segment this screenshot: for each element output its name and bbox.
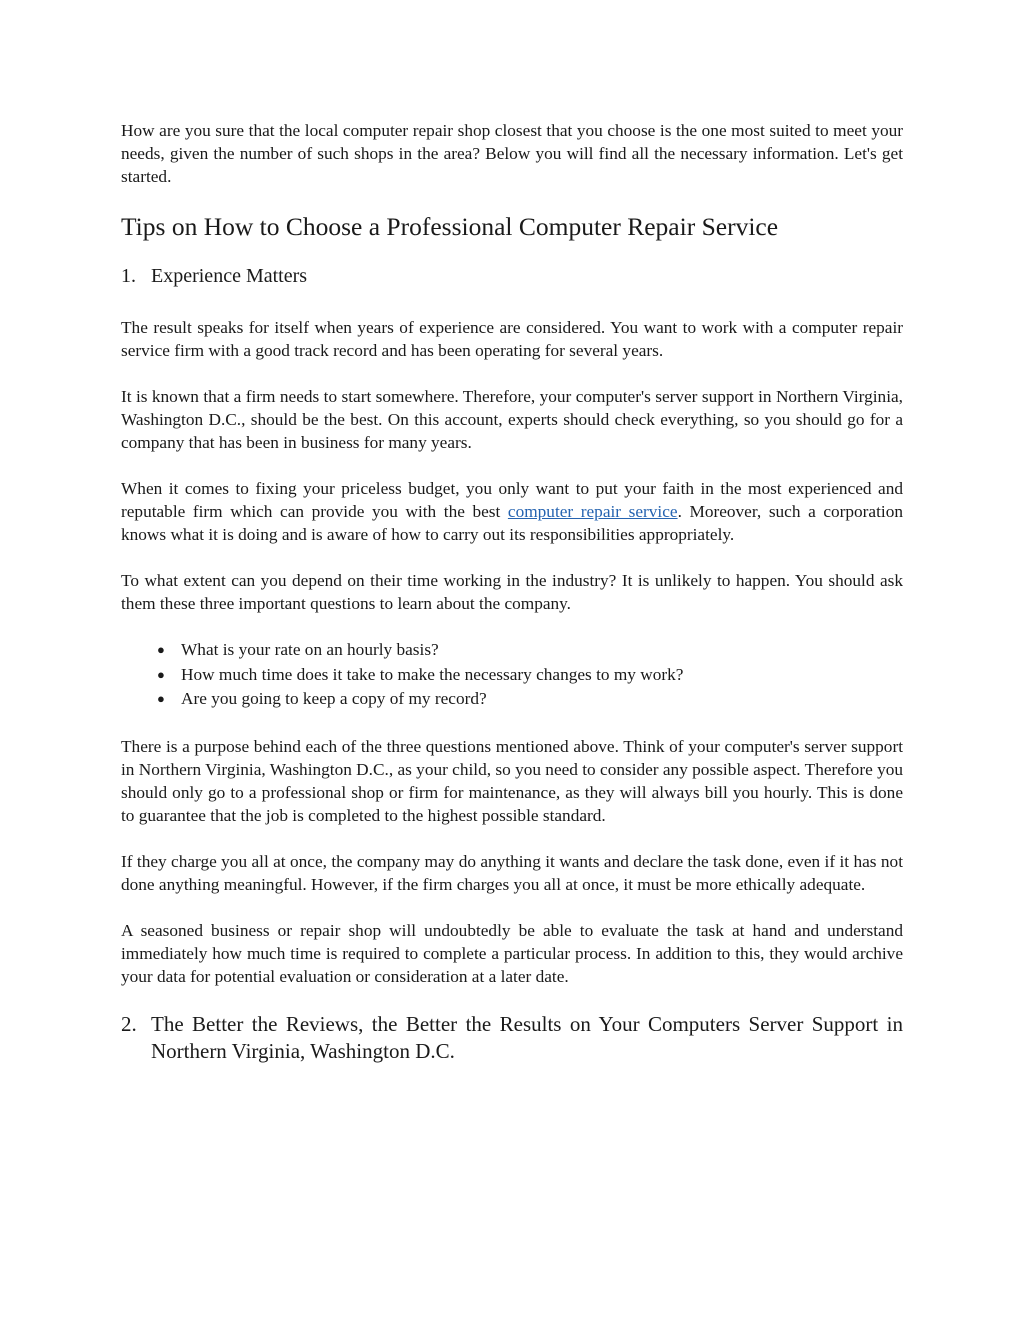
computer-repair-service-link[interactable]: computer repair service xyxy=(507,502,678,521)
page-title: Tips on How to Choose a Professional Computer Repair Service xyxy=(121,212,779,241)
list-item xyxy=(121,687,903,712)
bullet-icon: ● xyxy=(157,642,165,657)
section-2-title: The Better the Reviews, the Better the Results on Your Computers Server Support in Northern Virginia, Washington D.C. xyxy=(151,1011,903,1063)
section-2-number: 2. xyxy=(121,1011,137,1036)
paragraph-experience-4: To what extent can you depend on their time working in the industry? It is unlikely to happen. You should ask them these three important questions to learn about the company. xyxy=(121,571,903,613)
list-item-text: How much time does it take to make the necessary changes to my work? xyxy=(181,664,684,684)
section-1-heading xyxy=(121,263,903,290)
list-item-text: What is your rate on an hourly basis? xyxy=(181,640,439,659)
bullet-icon: ● xyxy=(157,691,165,706)
intro-paragraph: How are you sure that the local computer repair shop closest that you choose is the one most suited to meet your needs, given the number of such shops in the area? Below you will find all the necessary information. Let's get started. xyxy=(121,121,903,186)
document-page xyxy=(121,119,903,1086)
section-1-number: 1. xyxy=(121,265,136,287)
paragraph-experience-3-start: When it comes to fixing your priceless budget, you only want to put your faith in the most experienced and reputable firm which can provide you with the best xyxy=(121,479,903,521)
questions-list xyxy=(121,638,903,712)
paragraph-experience-2: It is known that a firm needs to start somewhere. Therefore, your computer's server support in Northern Virginia, Washington D.C., should be the best. On this account, experts should check everything, so you should go for a company that has been in business for many years. xyxy=(121,387,903,452)
section-2-heading xyxy=(121,1011,903,1065)
paragraph-experience-3 xyxy=(121,477,903,546)
bullet-icon: ● xyxy=(157,666,165,682)
list-item-text: Are you going to keep a copy of my record? xyxy=(181,689,487,708)
paragraph-experience-7: A seasoned business or repair shop will undoubtedly be able to evaluate the task at hand and understand immediately how much time is required to complete a particular process. In addition to this, they would archive your data for potential evaluation or consideration at a later date. xyxy=(121,920,903,986)
paragraph-experience-5: There is a purpose behind each of the three questions mentioned above. Think of your computer's server support in Northern Virginia, Washington D.C., as your child, so you need to consider any possible aspect. Therefore you should only go to a professional shop or firm for maintenance, as they will always bill you hourly. This is done to guarantee that the job is completed to the highest possible standard. xyxy=(121,736,903,825)
paragraph-experience-1: The result speaks for itself when years of experience are considered. You want to work with a computer repair service firm with a good track record and has been operating for several years. xyxy=(121,318,903,360)
paragraph-experience-3-end: . Moreover, such a corporation knows what it is doing and is aware of how to carry out its responsibilities appropriately. xyxy=(121,502,903,544)
section-1-title: Experience Matters xyxy=(151,265,308,287)
list-item xyxy=(121,638,903,663)
list-item xyxy=(121,663,903,688)
paragraph-experience-6: If they charge you all at once, the company may do anything it wants and declare the task done, even if it has not done anything meaningful. However, if the firm charges you all at once, it must be more ethically adequate. xyxy=(121,851,903,894)
